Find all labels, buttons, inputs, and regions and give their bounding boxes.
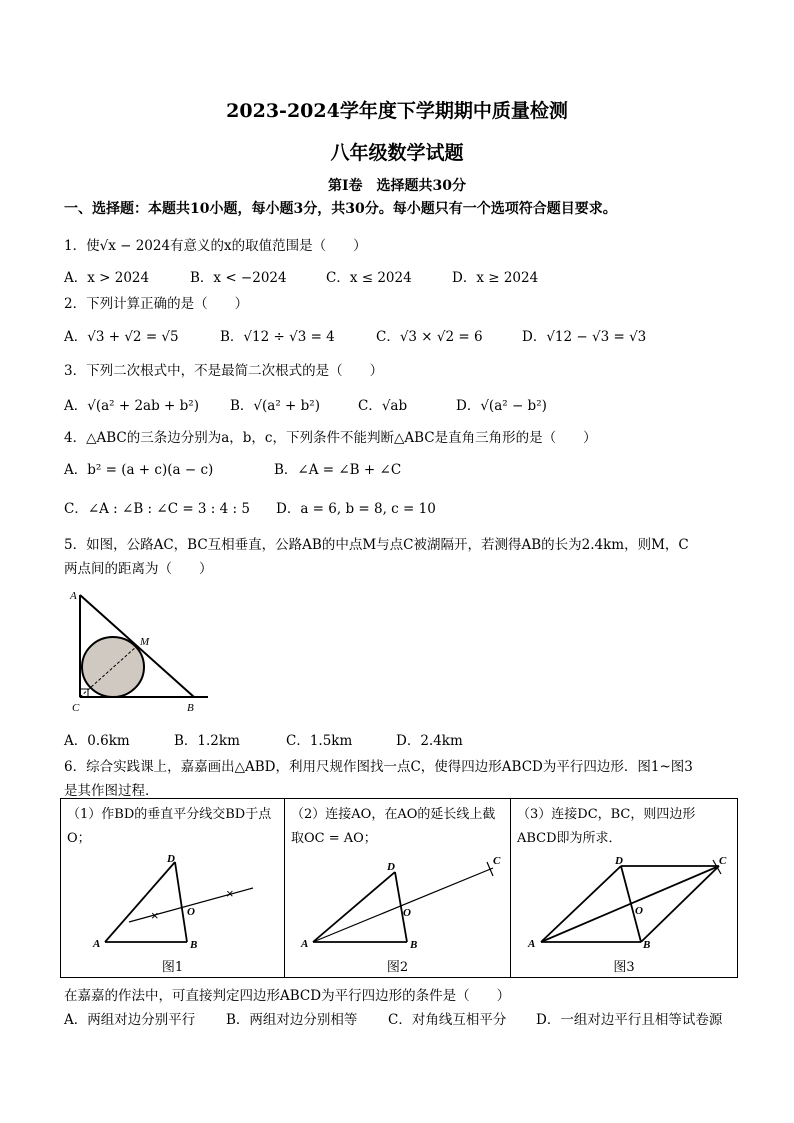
q6-stem-line2: 是其作图过程．: [64, 783, 159, 799]
q5-figure: [60, 585, 220, 720]
q6-question: 在嘉嘉的作法中，可直接判定四边形ABCD为平行四边形的条件是（ ）: [64, 988, 511, 1004]
q6-fig3-label-d: D: [615, 855, 623, 867]
q6-option-d: D．一组对边平行且相等试卷源: [536, 1012, 723, 1028]
q3-option-a: A．√(a² + 2ab + b²): [64, 398, 199, 414]
q3-option-d: D．√(a² − b²): [456, 398, 547, 414]
q6-step-3-text: （3）连接DC，BC，则四边形ABCD即为所求．: [517, 807, 696, 846]
q4-option-c: C．∠A : ∠B : ∠C = 3 : 4 : 5: [64, 501, 250, 517]
q5-stem-line1: 5．如图，公路AC，BC互相垂直，公路AB的中点M与点C被湖隔开，若测得AB的长为2.4km，则M，C: [64, 537, 689, 553]
q6-step-3: [511, 799, 737, 977]
svg-text:×: ×: [226, 886, 234, 901]
q3-option-c: C．√ab: [358, 398, 408, 414]
q6-figure-3: [523, 854, 733, 954]
q6-stem-line1: 6．综合实践课上，嘉嘉画出△ABD，利用尺规作图找一点C，使得四边形ABCD为平行四边形．图1~图3: [64, 759, 693, 775]
svg-text:×: ×: [151, 908, 159, 923]
q6-step-2: [285, 799, 511, 977]
q2-option-b: B．√12 ÷ √3 = 4: [220, 329, 335, 345]
q6-fig2-label-c: C: [493, 855, 501, 867]
q3-option-b: B．√(a² + b²): [230, 398, 320, 414]
q4-stem: 4．△ABC的三条边分别为a，b，c，下列条件不能判断△ABC是直角三角形的是（ ）: [64, 430, 597, 446]
q1-option-c: C．x ≤ 2024: [326, 270, 412, 286]
section-heading: 一、选择题：本题共10小题，每小题3分，共30分。每小题只有一个选项符合题目要求。: [64, 201, 617, 217]
q5-option-c: C．1.5km: [286, 733, 353, 749]
q6-fig1-label-a: A: [93, 938, 101, 950]
q6-fig1-label-o: O: [187, 906, 195, 918]
q5-label-c: C: [72, 702, 80, 714]
q2-option-c: C．√3 × √2 = 6: [376, 329, 483, 345]
q6-caption-1: 图1: [161, 960, 184, 975]
q2-stem: 2．下列计算正确的是（ ）: [64, 296, 249, 312]
part-heading: 第Ⅰ卷 选择题共30分: [327, 178, 467, 194]
q6-fig2-label-a: A: [301, 938, 309, 950]
q5-stem-line2: 两点间的距离为（ ）: [64, 561, 213, 577]
q1-option-a: A．x > 2024: [64, 270, 150, 286]
q6-fig1-label-b: B: [190, 939, 198, 951]
q5-label-m: M: [140, 636, 150, 648]
q6-option-c: C．对角线互相平分: [388, 1012, 507, 1028]
q6-fig3-label-o: O: [635, 905, 643, 917]
q6-caption-3: 图3: [613, 960, 635, 975]
q6-caption-2: 图2: [386, 960, 409, 975]
q6-step-2-text: （2）连接AO，在AO的延长线上截取OC = AO；: [291, 807, 496, 846]
q5-option-d: D．2.4km: [396, 733, 463, 749]
q6-fig2-label-o: O: [403, 907, 411, 919]
q2-option-d: D．√12 − √3 = √3: [522, 329, 647, 345]
q6-fig2-label-d: D: [387, 861, 395, 873]
q3-stem: 3．下列二次根式中，不是最简二次根式的是（ ）: [64, 363, 384, 379]
q1-stem: 1．使√x − 2024有意义的x的取值范围是（ ）: [64, 238, 367, 254]
q6-figure-2: [297, 854, 507, 954]
q6-option-a: A．两组对边分别平行: [64, 1012, 196, 1028]
q1-option-b: B．x < −2024: [190, 270, 287, 286]
q5-option-b: B．1.2km: [174, 733, 240, 749]
q6-fig1-label-d: D: [167, 854, 175, 865]
q6-fig3-label-b: B: [643, 939, 651, 951]
q4-option-b: B．∠A = ∠B + ∠C: [274, 462, 402, 478]
q4-option-a: A．b² = (a + c)(a − c): [64, 462, 214, 478]
q6-fig3-label-a: A: [528, 938, 536, 950]
q6-figure-1: [91, 854, 281, 954]
exam-title: 2023-2024学年度下学期期中质量检测: [226, 100, 568, 122]
q6-steps-table: [60, 798, 738, 978]
q6-fig3-label-c: C: [719, 855, 727, 867]
q6-step-1-text: （1）作BD的垂直平分线交BD于点O；: [67, 807, 272, 846]
q5-label-a: A: [70, 590, 77, 602]
exam-subtitle: 八年级数学试题: [330, 142, 464, 164]
q4-option-d: D．a = 6, b = 8, c = 10: [276, 501, 436, 517]
q2-option-a: A．√3 + √2 = √5: [64, 329, 179, 345]
q1-option-d: D．x ≥ 2024: [452, 270, 539, 286]
q6-step-1: [61, 799, 285, 977]
q6-option-b: B．两组对边分别相等: [226, 1012, 358, 1028]
q5-label-b: B: [187, 702, 194, 714]
q5-option-a: A．0.6km: [64, 733, 130, 749]
q6-fig2-label-b: B: [410, 939, 418, 951]
